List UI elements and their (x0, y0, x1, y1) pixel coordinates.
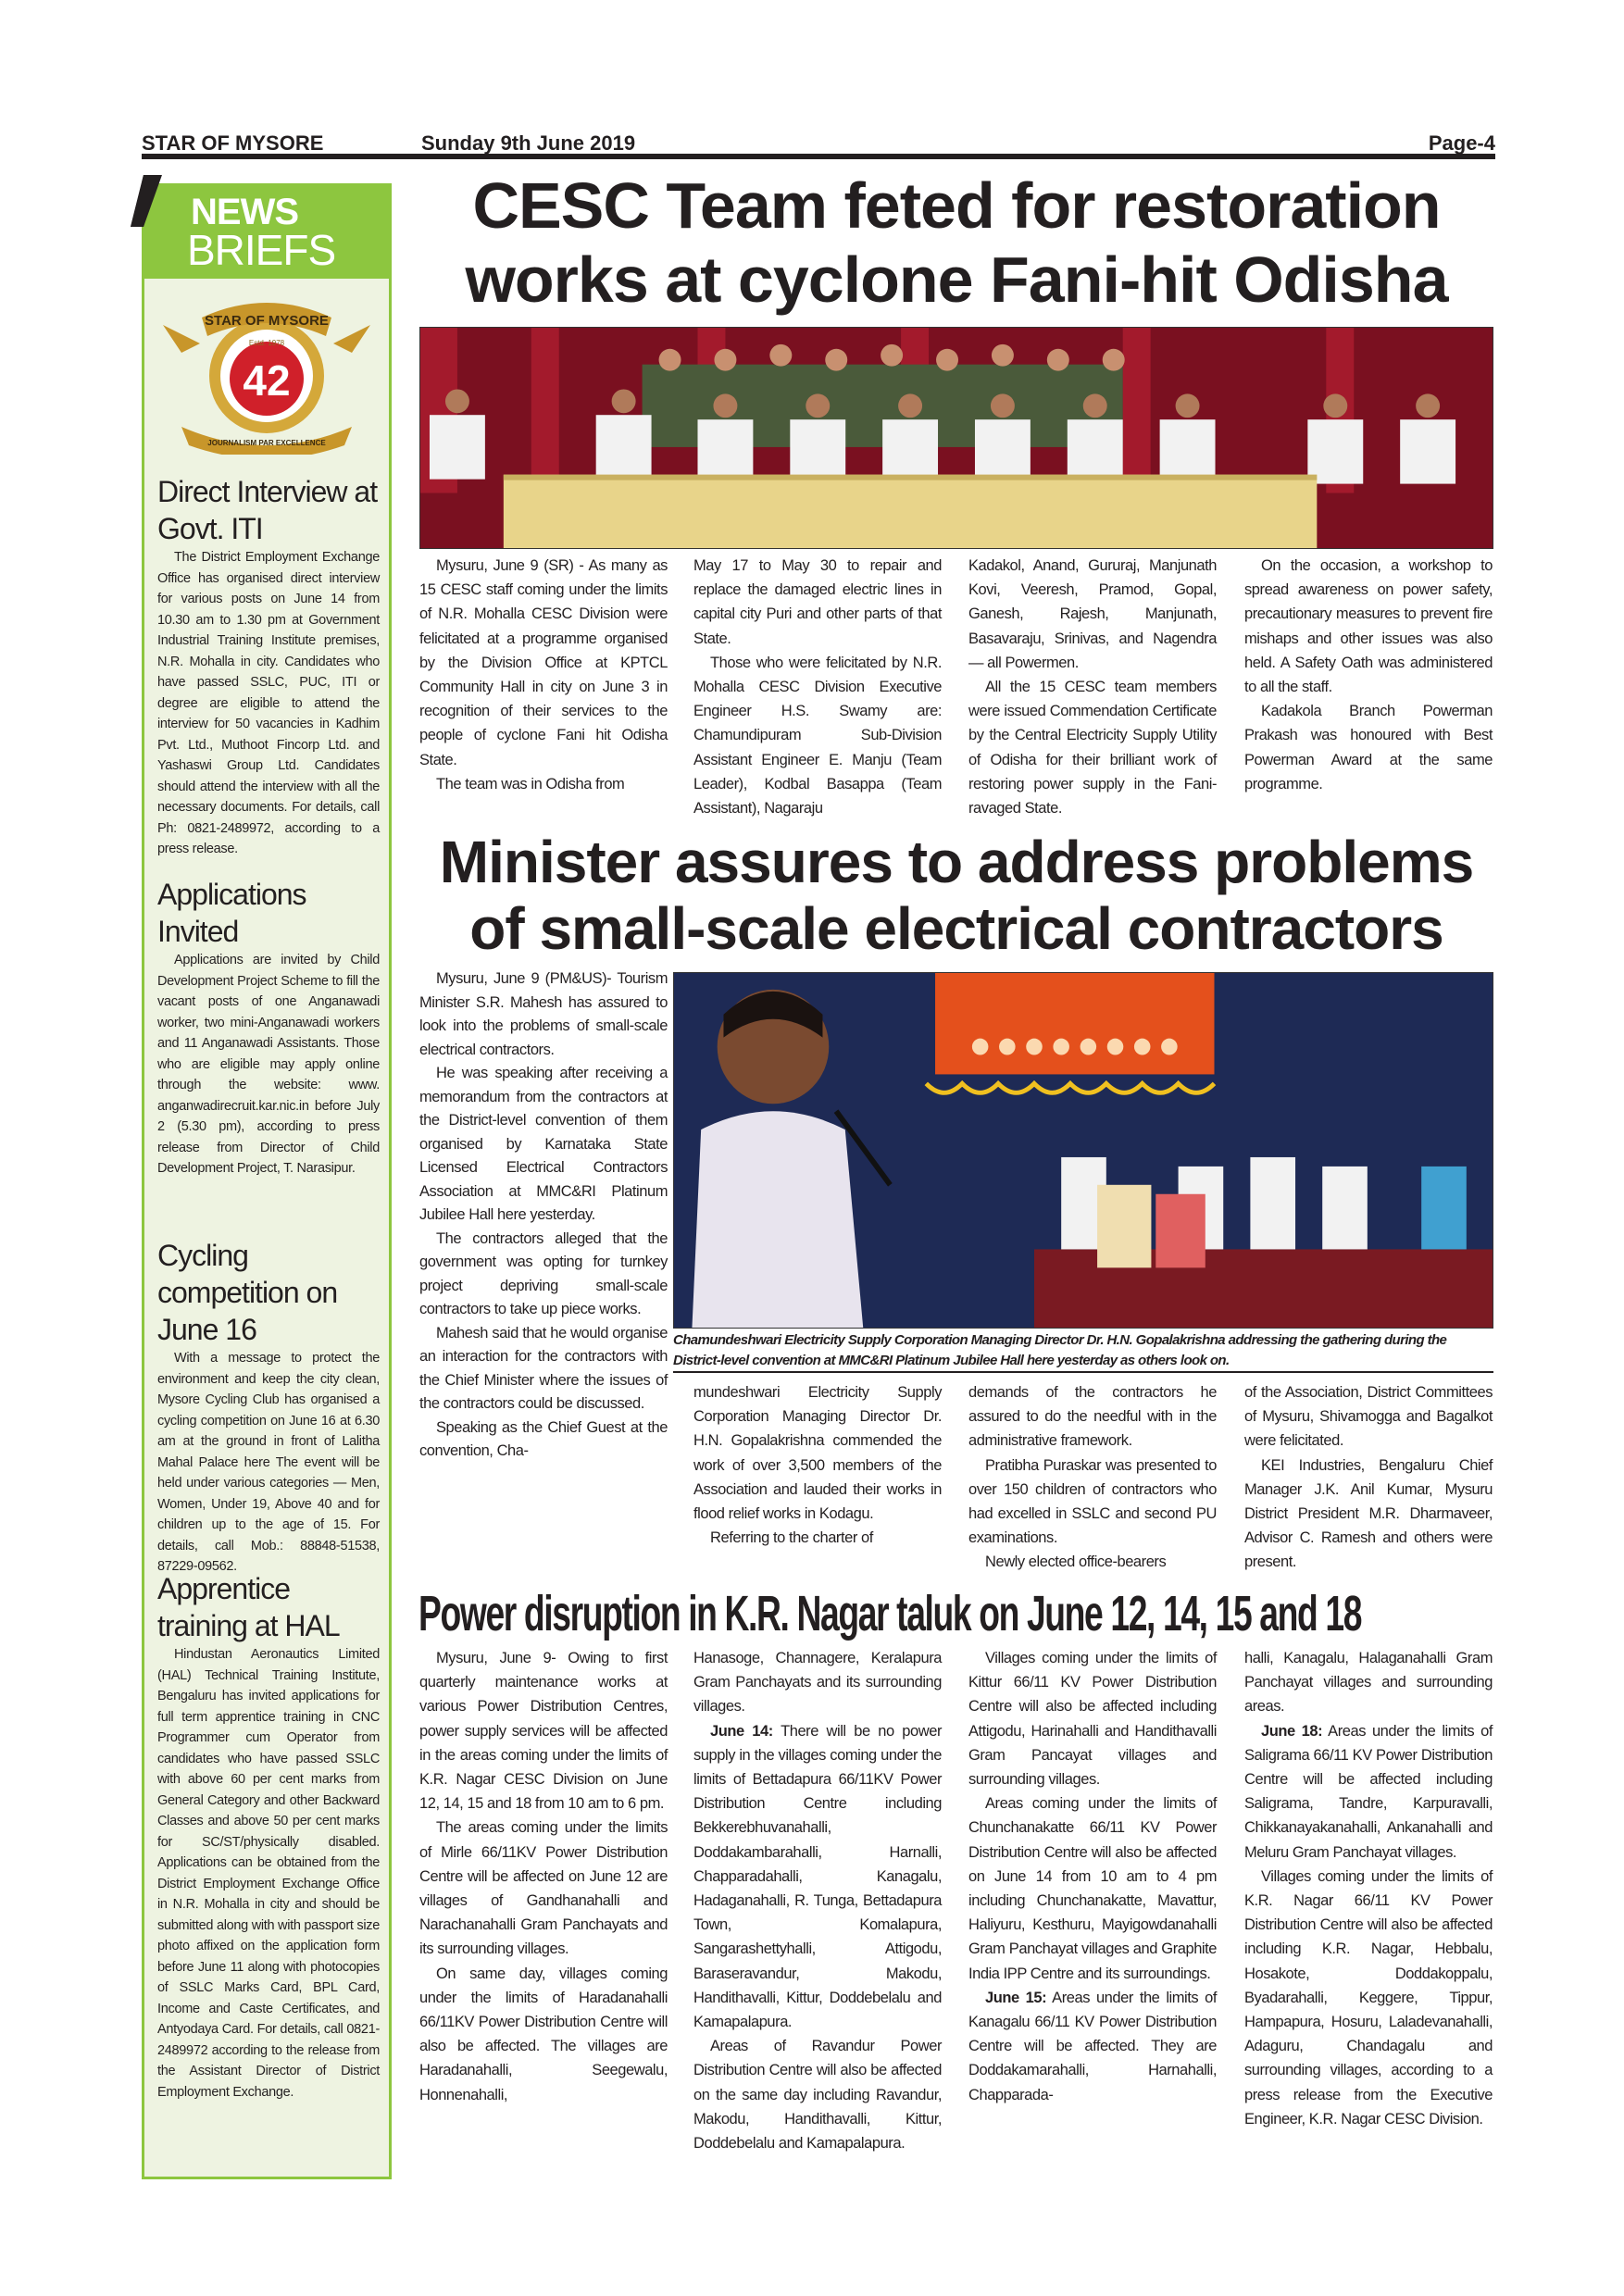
paragraph: Mysuru, June 9 (SR) - As many as 15 CESC staff coming under the limits of N.R. Mohalla CESC Division were felicitated at a programme organised by the Division Office at KPTCL Community Hall in city on June 3 in recognition of their services to the people of cyclone Fani hit Odisha State. (419, 557, 668, 768)
paragraph: Speaking as the Chief Guest at the convention, Cha- (419, 1418, 668, 1459)
svg-text:JOURNALISM PAR EXCELLENCE: JOURNALISM PAR EXCELLENCE (207, 439, 326, 447)
paragraph: Villages coming under the limits of K.R. Nagar 66/11 KV Power Distribution Centre will also be affected including K.R. Nagar, Hebbalu, Hosakote, Doddakoppalu, Byadarahalli, Keggere, Tippur, Hampapura, Hosuru, Laladevanahalli, Adaguru, Chandagalu and surrounding villages, according to a press release from the Executive Engineer, K.R. Nagar CESC Division. (1244, 1867, 1493, 2128)
article3-headline-wrap (418, 1585, 1498, 1642)
paragraph: On the occasion, a workshop to spread awareness on power safety, precautionary measures to prevent fire mishaps and other issues was also held. A Safety Oath was administered to all the staff. (1244, 557, 1493, 696)
paper-name: STAR OF MYSORE (142, 131, 324, 155)
paragraph: Newly elected office-bearers (985, 1554, 1167, 1571)
paragraph: Kadakol, Anand, Gururaj, Manjunath Kovi, Veeresh, Pramod, Gopal, Ganesh, Rajesh, Manjunath, Basavaraju, Srinivas, and Nagendra — all Powermen. (968, 557, 1217, 671)
paragraph: Mysuru, June 9- Owing to first quarterly maintenance works at various Power Distribution Centres, power supply services will be affected in the areas coming under the limits of K.R. Nagar CESC Division on June 12, 14, 15 and 18 from 10 am to 6 pm. (419, 1650, 668, 1813)
star-of-mysore-42-years-logo (163, 288, 370, 455)
svg-text:STAR OF MYSORE: STAR OF MYSORE (205, 313, 329, 329)
paragraph: On same day, villages coming under the limits of Haradanahalli 66/11KV Power Distribution Centre will also be affected. The villages are Haradanahalli, Seegewalu, Honnenahalli, (419, 1965, 668, 2103)
paragraph: Those who were felicitated by N.R. Mohalla CESC Division Executive Engineer H.S. Swamy are: Chamundipuram Sub-Division Assistant Engineer E. Manju (Team Leader), Kodbal Basappa (Team Assistant), Nagaraju (693, 654, 942, 817)
article3-column-1 (419, 1646, 668, 2107)
convention-speaker-photo (673, 972, 1493, 1329)
brief-body: Applications are invited by Child Development Project Scheme to fill the vacant posts of one Anganawadi worker, two mini-Anganawadi workers and 11 Anganawadi Assistants. Those who are eligible may apply online through the website: www. anganwadirecruit.kar.nic.in before July 2 (5.30 pm), according to press release from Director of Child Development Project, T. Narasipur. (157, 953, 380, 1176)
paragraph: Pratibha Puraskar was presented to over 150 children of contractors who had excelled in SSLC and second PU examinations. (968, 1456, 1217, 1547)
headline-line: CESC Team feted for restoration (472, 169, 1441, 242)
brief-body: Hindustan Aeronautics Limited (HAL) Technical Training Institute, Bengaluru has invited applications for full term apprentice training in CNC Programmer cum Operator from candidates who have passed SSLC with above 60 per cent marks from General Category and other Backward Classes and above 50 per cent marks for SC/ST/physically disabled. Applications can be obtained from the District Employment Exchange Office in N.R. Mohalla in city and should be submitted along with with passport size photo affixed on the application form before June 11 along with photocopies of SSLC Marks Card, BPL Card, Income and Caste Certificates, and Antyodaya Card. For details, call 0821-2489972 according to the release from the Assistant Director of District Employment Exchange. (157, 1647, 380, 2100)
brief-title: Direct Interview at Govt. ITI (157, 475, 378, 545)
paragraph: mundeshwari Electricity Supply Corporation Managing Director Dr. H.N. Gopalakrishna commended the work of over 3,500 members of the Association and lauded their works in flood relief works in Kodagu. (693, 1384, 942, 1523)
date-label: June 14: (710, 1722, 773, 1740)
brief-title: Apprentice training at HAL (157, 1572, 340, 1642)
brief-cycling-competition (157, 1237, 380, 1578)
paragraph: The team was in Odisha from (436, 775, 625, 792)
paragraph: The contractors alleged that the government was opting for turnkey project depriving small-scale contractors to take up piece works. (419, 1229, 668, 1317)
paragraph: All the 15 CESC team members were issued Commendation Certificate by the Central Electricity Supply Utility of Odisha for their brilliant work of restoring power supply in the Fani-ravaged State. (968, 679, 1217, 817)
paragraph: June 15: Areas under the limits of Kanagalu 66/11 KV Power Distribution Centre will be affected. They are Doddakamarahalli, Harnahalli, Chapparada- (968, 1989, 1218, 2103)
paragraph: June 14: There will be no power supply in the villages coming under the limits of Bettadapura 66/11KV Power Distribution Centre including Bekkerebhuvanahalli, Doddakambarahalli, Harnalli, Chapparadahalli, Kanagalu, Hadaganahalli, R. Tunga, Bettadapura Town, Komalapura, Sangarashettyhalli, Attigodu, Baraseravandur, Makodu, Handithavalli, Kittur, Doddebelalu and Kamapalapura. (693, 1722, 942, 2031)
svg-text:42: 42 (243, 356, 291, 405)
paragraph: May 17 to May 30 to repair and replace the damaged electric lines in capital city Puri and other parts of that State. (693, 557, 942, 647)
paragraph: KEI Industries, Bengaluru Chief Manager J.K. Anil Kumar, Mysuru District President M.R. Dharmaveer, Advisor C. Ramesh and others were present. (1244, 1456, 1493, 1571)
paragraph: Kadakola Branch Powerman Prakash was honoured with Best Powerman Award at the same programme. (1244, 703, 1493, 792)
paragraph: Referring to the charter of (710, 1529, 873, 1547)
article3-column-3 (968, 1646, 1217, 2107)
news-briefs-header (144, 186, 389, 279)
paragraph: demands of the contractors he assured to do the needful with in the administrative framework. (968, 1384, 1217, 1450)
issue-date: Sunday 9th June 2019 (421, 131, 636, 155)
article1-column-4 (1244, 554, 1493, 796)
article2-column-3 (968, 1380, 1217, 1575)
paragraph: Areas of Ravandur Power Distribution Centre will also be affected on the same day including Ravandur, Makodu, Handithavalli, Kittur, Doddebelalu and Kamapalapura. (693, 2038, 942, 2152)
article1-headline (417, 168, 1496, 317)
article2-column-2 (693, 1380, 942, 1550)
paragraph: June 18: Areas under the limits of Saligrama 66/11 KV Power Distribution Centre will be affected including Saligrama, Tandre, Karpuravalli, Chikkanayakanahalli, Ankanahalli and Meluru Gram Panchayat villages. (1244, 1722, 1493, 1861)
paragraph: Areas coming under the limits of Chunchanakatte 66/11 KV Power Distribution Centre will also be affected on June 14 from 10 am to 4 pm including Chunchanakatte, Mavattur, Haliyuru, Kesthuru, Mayigowdanahalli Gram Panchayat villages and Graphite India IPP Centre and its surroundings. (968, 1795, 1217, 1982)
article3-column-4 (1244, 1646, 1493, 2131)
headline-line: of small-scale electrical contractors (469, 895, 1443, 962)
date-label: June 18: (1261, 1722, 1323, 1740)
paragraph: halli, Kanagalu, Halaganahalli Gram Panchayat villages and surrounding areas. (1244, 1650, 1493, 1716)
date-label: June 15: (985, 1989, 1047, 2006)
news-briefs-sidebar (142, 183, 392, 2179)
headline-line: Minister assures to address problems (439, 829, 1474, 895)
article3-column-2 (693, 1646, 942, 2155)
paragraph: Hanasoge, Channagere, Keralapura Gram Panchayats and its surrounding villages. (693, 1650, 942, 1716)
paragraph: The areas coming under the limits of Mirle 66/11KV Power Distribution Centre will be affected on June 12 are villages of Gandhanahalli and Narachanahalli Gram Panchayats and its surrounding villages. (419, 1819, 668, 1958)
news-label: NEWS (191, 192, 298, 232)
brief-direct-interview (157, 473, 380, 860)
article2-headline (417, 829, 1496, 962)
page-number: Page-4 (1428, 131, 1495, 155)
article2-column-4 (1244, 1380, 1493, 1575)
briefs-label: BRIEFS (187, 226, 336, 274)
article1-column-2 (693, 554, 942, 820)
paragraph: Mahesh said that he would organise an interaction for the contractors with the Chief Minister where the issues of the contractors could be discussed. (419, 1324, 668, 1412)
corner-mark-icon (131, 175, 162, 227)
cesc-team-group-photo (419, 327, 1493, 549)
article1-column-3 (968, 554, 1217, 820)
paragraph: He was speaking after receiving a memorandum from the contractors at the District-level convention of them organised by Karnataka State Licensed Electrical Contractors Association at MMC&RI Platinum Jubilee Hall here yesterday. (419, 1065, 668, 1223)
article2-column-1 (419, 967, 668, 1464)
article1-column-1 (419, 554, 668, 796)
brief-title: Cycling competition on June 16 (157, 1239, 338, 1346)
paragraph: Villages coming under the limits of Kittur 66/11 KV Power Distribution Centre will also be affected including Attigodu, Harinahalli and Handithavalli Gram Pancayat villages and surrounding villages. (968, 1650, 1217, 1789)
brief-body: The District Employment Exchange Office has organised direct interview for various posts on June 14 from 10.30 am to 1.30 pm at Government Industrial Training Institute premises, N.R. Mohalla in city. Candidates who have passed SSLC, PUC, ITI or degree are eligible to attend the interview for 50 vacancies in Kadhim Pvt. Ltd., Muthoot Fincorp Ltd. and Yashaswi Group Ltd. Candidates should attend the interview with all the necessary documents. For details, call Ph: 0821-2489972, according to a press release. (157, 550, 380, 856)
paragraph: of the Association, District Committees of Mysuru, Shivamogga and Bagalkot were felicitated. (1244, 1384, 1493, 1450)
masthead (142, 131, 1495, 159)
paragraph: Mysuru, June 9 (PM&US)- Tourism Minister S.R. Mahesh has assured to look into the problems of small-scale electrical contractors. (419, 970, 668, 1058)
brief-applications-invited (157, 876, 380, 1179)
article3-headline: Power disruption in K.R. Nagar taluk on June 12, 14, 15 and 18 (418, 1586, 1362, 1641)
svg-text:Estd. 1978: Estd. 1978 (248, 339, 285, 347)
headline-line: works at cyclone Fani-hit Odisha (465, 243, 1448, 316)
brief-body: With a message to protect the environment and keep the city clean, Mysore Cycling Club has organised a cycling competition on June 16 at 6.30 am at the ground in front of Lalitha Mahal Palace here The event will be held under various categories — Men, Women, Under 19, Above 40 and for children up to the age of 15. For details, call Mob.: 88848-51538, 87229-09562. (157, 1351, 380, 1574)
brief-title: Applications Invited (157, 878, 306, 948)
photo-caption: Chamundeshwari Electricity Supply Corporation Managing Director Dr. H.N. Gopalakrishna addressing the gathering during the District-level convention at MMC&RI Platinum Jubilee Hall here yesterday as others look on. (673, 1330, 1493, 1373)
brief-apprentice-training (157, 1570, 380, 2103)
